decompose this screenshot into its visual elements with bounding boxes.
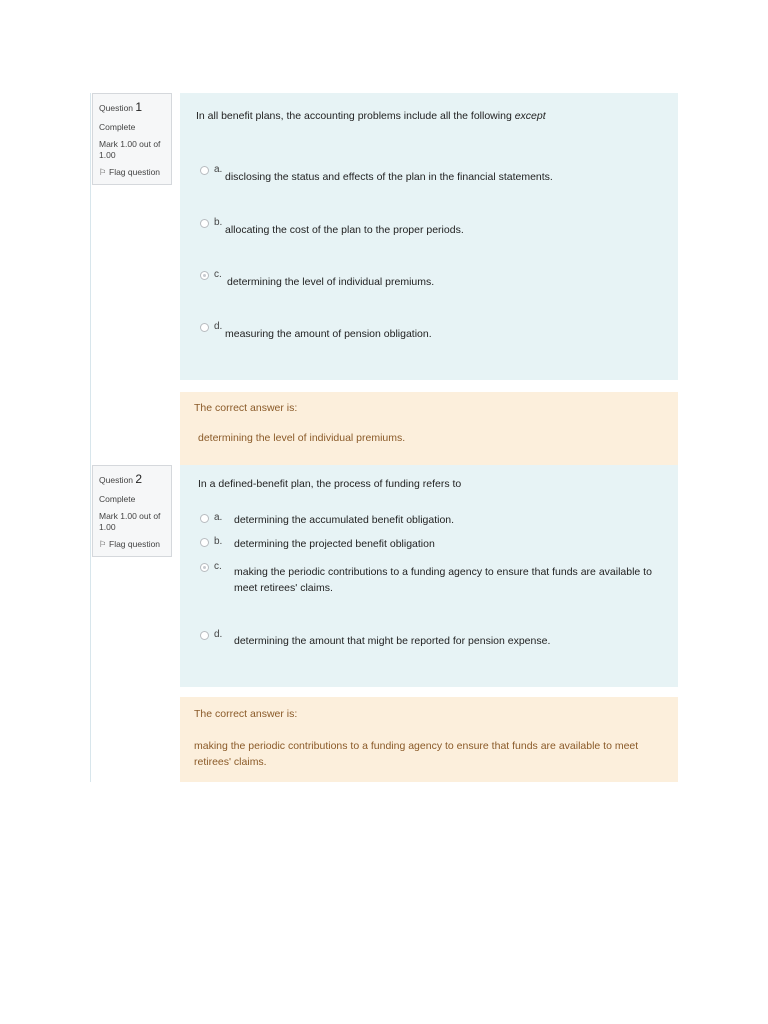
answer-option-c[interactable]: c. making the periodic contributions to a funding agency to ensure that funds are available to meet retirees' claims. xyxy=(200,561,670,595)
question-state: Complete xyxy=(99,121,136,132)
question-number: Question 1 xyxy=(99,100,143,114)
answer-option-a[interactable]: a. determining the accumulated benefit obligation. xyxy=(200,512,670,528)
question-1-content xyxy=(180,93,678,380)
flag-icon: ⚐ xyxy=(99,166,107,177)
answer-option-a[interactable]: a. disclosing the status and effects of the plan in the financial statements. xyxy=(200,164,660,184)
question-grade: Mark 1.00 out of 1.00 xyxy=(99,138,161,160)
answer-option-c[interactable]: c. determining the level of individual premiums. xyxy=(200,269,660,289)
question-grade: Mark 1.00 out of 1.00 xyxy=(99,510,161,532)
question-1-info xyxy=(92,93,172,185)
question-1-info-column xyxy=(90,93,181,465)
correct-answer-text: determining the level of individual premiums. xyxy=(198,432,406,444)
answer-option-d[interactable]: d. determining the amount that might be reported for pension expense. xyxy=(200,629,670,645)
flag-icon: ⚐ xyxy=(99,538,107,549)
question-text: In a defined-benefit plan, the process of funding refers to xyxy=(198,478,462,490)
question-state: Complete xyxy=(99,493,136,504)
flag-question-link[interactable]: ⚐ Flag question xyxy=(99,166,161,177)
question-2-info xyxy=(92,465,172,557)
question-2-info-column xyxy=(90,465,181,782)
answer-option-d[interactable]: d. measuring the amount of pension obligation. xyxy=(200,321,660,341)
flag-question-link[interactable]: ⚐ Flag question xyxy=(99,538,161,549)
radio-button[interactable] xyxy=(200,219,209,228)
question-number: Question 2 xyxy=(99,472,143,486)
answer-option-b[interactable]: b. allocating the cost of the plan to the proper periods. xyxy=(200,217,660,237)
radio-button-selected[interactable] xyxy=(200,563,209,572)
radio-button[interactable] xyxy=(200,538,209,547)
correct-answer-text: making the periodic contributions to a funding agency to ensure that funds are available to meet retirees' claims. xyxy=(194,740,639,769)
feedback-label: The correct answer is: xyxy=(194,708,298,720)
radio-button[interactable] xyxy=(200,166,209,175)
question-2-feedback xyxy=(180,697,678,782)
question-1-feedback xyxy=(180,392,678,465)
question-1 xyxy=(90,93,678,465)
radio-button-selected[interactable] xyxy=(200,271,209,280)
feedback-label: The correct answer is: xyxy=(194,402,298,414)
radio-button[interactable] xyxy=(200,514,209,523)
answer-option-b[interactable]: b. determining the projected benefit obligation xyxy=(200,536,670,552)
question-text: In all benefit plans, the accounting problems include all the following except xyxy=(196,110,546,122)
radio-button[interactable] xyxy=(200,323,209,332)
radio-button[interactable] xyxy=(200,631,209,640)
question-2-content xyxy=(180,465,678,687)
question-2 xyxy=(90,465,678,782)
